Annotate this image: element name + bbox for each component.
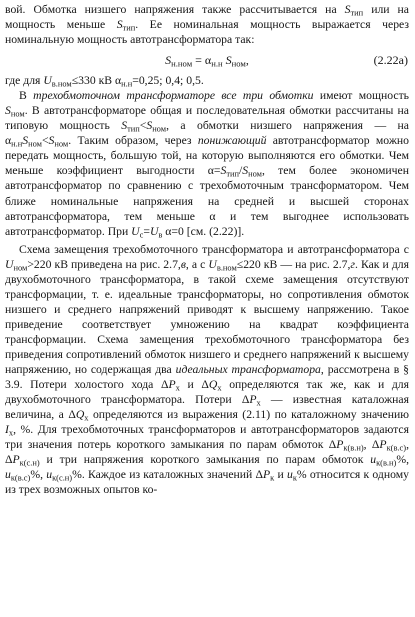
formula-expression: $S_{н.ном} = \alpha_{н.н}$ $S_{ном}$, (165, 53, 249, 69)
paragraph-intro: вой. Обмотка низшего напряжения также рассчитывается на $S_{тип}$ или на мощность меньше $S_{тип}$. Ее номинальная мощность выражается через номинальную мощность автотрансформатора так: (5, 3, 409, 47)
formula-number: (2.22а) (373, 53, 408, 68)
paragraph-three-winding: В трехобмоточном трансформаторе все три обмотки имеют мощность $S_{ном}$. В автотрансформаторе общая и последовательная обмотки рассчитаны на типовую мощность $S_{тип}<S_{ном}$, а обмотки низшего напряжения — на $\alpha_{н.н}S_{ном}<S_{ном}$. Таким образом, через понижающий автотрансформатор можно передать мощность, большую той, на которую выполняются его обмотки. Чем меньше коэффициент выгодности $\alpha=S_{тип}/S_{ном}$, тем более экономичен автотрансформатор по сравнению с трехобмоточным трансформатором. Чем ближе номинальные напряжения на средней и высшей сторонах автотрансформатора, тем меньше α и тем выгоднее использовать автотрансформатор. При $U_с=U_в$ α=0 [см. (2.22)]. (5, 89, 410, 239)
paragraph-where: где для $U_{в.ном}\le 330$ кВ $\alpha_{н.н}=0,25$; 0,4; 0,5. (5, 74, 204, 89)
formula-2-22a (5, 47, 409, 73)
paragraph-equivalent-circuit: Схема замещения трехобмоточного трансформатора и автотрансформатора с $U_{ном}>220$ кВ приведена на рис. 2.7,в, а с $U_{в.ном}\le 220$ кВ — на рис. 2.7,г. Как и для двухобмоточного трансформатора, в такой схеме замещения отсутствуют трансформации, т. е. идеальные трансформаторы, но сопротивления обмоток низшего и среднего напряжений приводят к высшему напряжению. Такое приведение соответствует умножению на квадрат коэффициента трансформации. Схема замещения трехобмоточного трансформатора без приведения сопротивлений обмоток низшего и среднего напряжений к высшему напряжению, но содержащая два идеальных трансформатора, рассмотрена в § 3.9. Потери холостого хода $\Delta P_х$ и $\Delta Q_х$ определяются так же, как и для двухобмоточного трансформатора. Потери $\Delta P_х$ — известная каталожная величина, а $\Delta Q_х$ определяются из выражения (2.11) по каталожному значению $I_х$, %. Для трехобмоточных трансформаторов и автотрансформаторов задаются три значения потерь короткого замыкания по парам обмоток $\Delta P_{к(в.н)}$, $\Delta P_{к(в.с)}$, $\Delta P_{к(с.н)}$ и три напряжения короткого замыкания по парам обмоток $u_{к(в.н)}\%$, $u_{к(в.с)}\%$, $u_{к(с.н)}\%$. Каждое из каталожных значений $\Delta P_к$ и $u_к\%$ относится к одному из трех возможных опытов ко- (5, 242, 410, 497)
